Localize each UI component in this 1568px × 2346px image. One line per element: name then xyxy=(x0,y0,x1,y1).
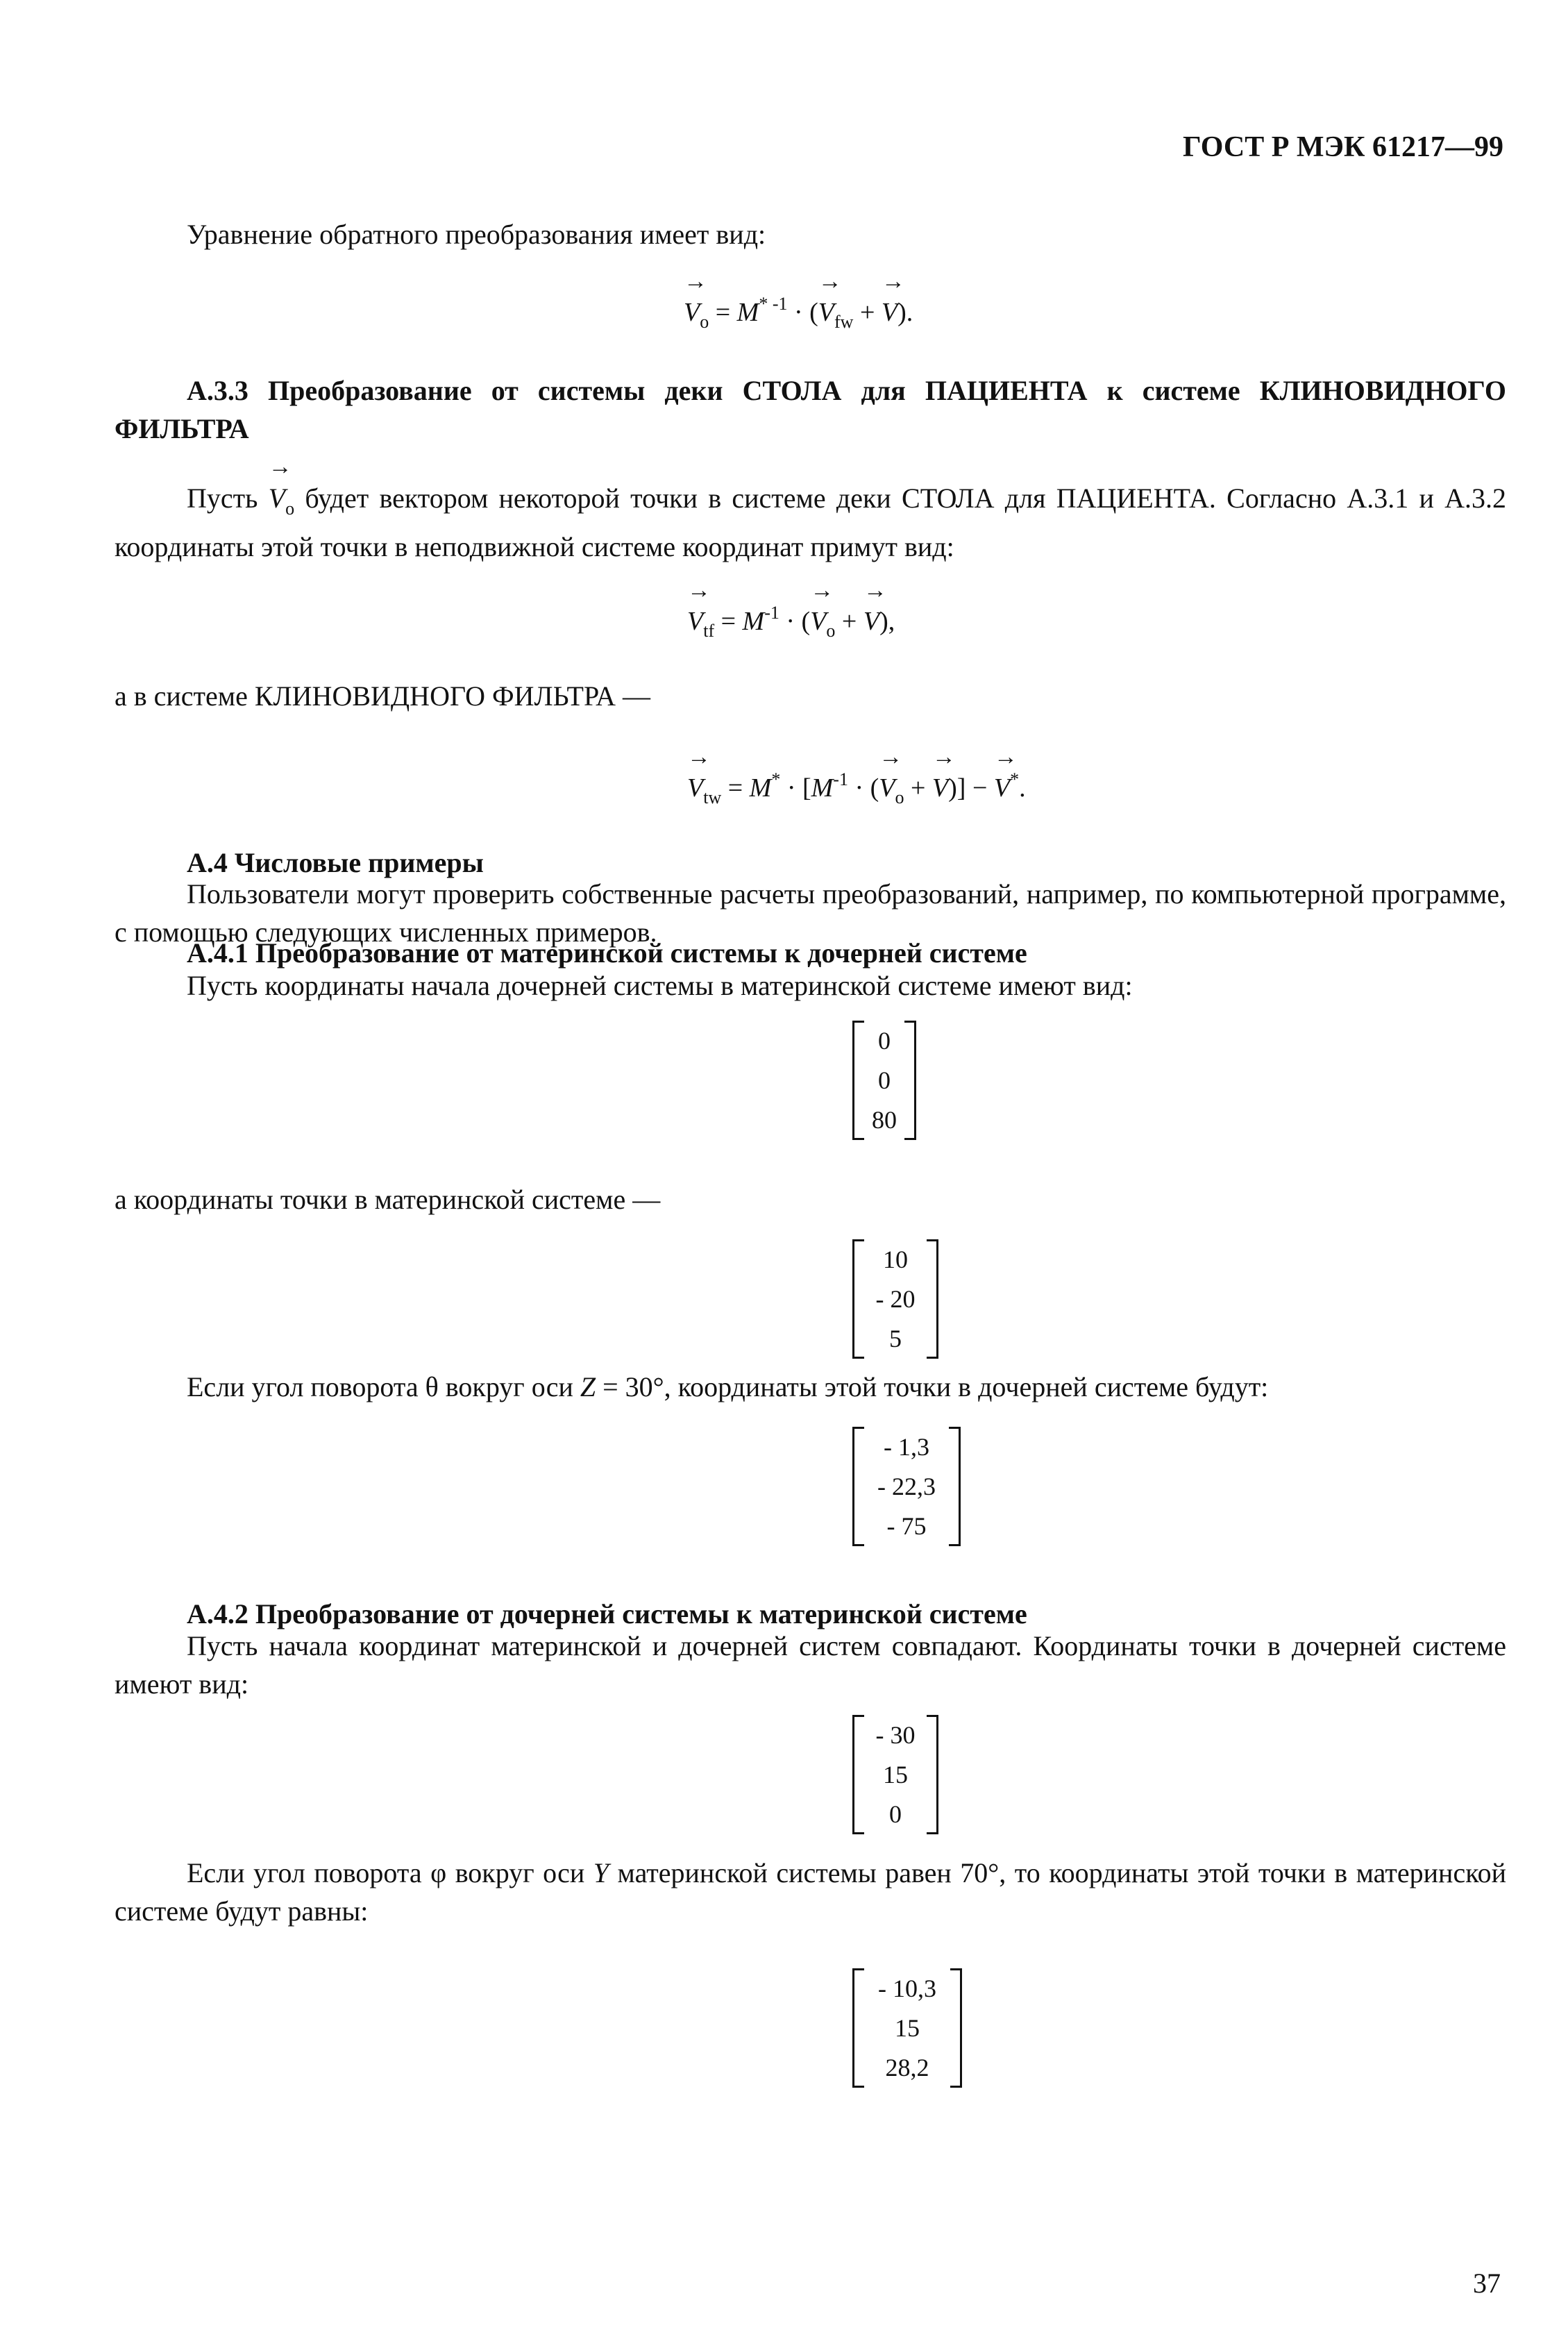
matrix-cell: - 10,3 xyxy=(878,1974,936,2002)
paragraph-a33-text2: а в системе КЛИНОВИДНОГО ФИЛЬТРА — xyxy=(115,680,650,712)
matrix-cell: 0 xyxy=(889,1800,902,1829)
paragraph-a42-text2: Если угол поворота φ вокруг оси Y материнской системы равен 70°, то координаты этой точки в материнской системе будут равны: xyxy=(115,1857,1507,1927)
matrix-cell: - 22,3 xyxy=(877,1472,936,1500)
matrix-cell: - 20 xyxy=(875,1284,916,1313)
matrix-cell: 28,2 xyxy=(885,2054,929,2082)
matrix-cell: - 1,3 xyxy=(884,1432,929,1461)
section-heading-a4: А.4 Числовые примеры xyxy=(187,847,484,878)
matrix-cell: 10 xyxy=(883,1245,908,1273)
formula-inverse-transform: → $V_o = M^{* -1}$ · ( → $V_{fw}$ + → V). xyxy=(684,269,913,332)
matrix-point-parent xyxy=(852,1239,938,1359)
matrix-cell: 80 xyxy=(872,1106,897,1134)
matrix-cell: 0 xyxy=(878,1026,891,1055)
paragraph-a41-text2: а координаты точки в материнской системе — xyxy=(115,1184,661,1215)
matrix-point-parent-a42 xyxy=(852,1968,962,2088)
paragraph-a41-text3: Если угол поворота θ вокруг оси Z = 30°, координаты этой точки в дочерней системе будут: xyxy=(187,1371,1269,1402)
paragraph-a41-text1: Пусть координаты начала дочерней системы в материнской системе имеют вид: xyxy=(187,970,1133,1001)
page-number: 37 xyxy=(1473,2268,1501,2299)
paragraph-a33-text1: Пусть → $V_o$ будет вектором некоторой точки в системе деки СТОЛА для ПАЦИЕНТА. Согласно А.3.1 и А.3.2 координаты этой точки в неподвижной системе координат примут вид: xyxy=(115,454,1507,562)
matrix-cell: 0 xyxy=(878,1066,891,1094)
matrix-point-child-a42 xyxy=(852,1715,938,1834)
matrix-cell: - 30 xyxy=(875,1720,916,1749)
matrix-cell: - 75 xyxy=(886,1512,927,1541)
formula-fixed-system: → $V_{tf} = M^{-1}$ · ( → $V_o$ + → V), xyxy=(687,578,895,641)
section-heading-a33: А.3.3 Преобразование от системы деки СТОЛА для ПАЦИЕНТА к системе КЛИНОВИДНОГО ФИЛЬТРА xyxy=(115,375,1506,444)
section-heading-a41: А.4.1 Преобразование от материнской системы к дочерней системе xyxy=(187,937,1027,969)
document-code: ГОСТ Р МЭК 61217—99 xyxy=(1183,131,1503,163)
intro-text: Уравнение обратного преобразования имеет вид: xyxy=(187,219,766,250)
matrix-cell: 15 xyxy=(883,1760,908,1788)
paragraph-a42-text1: Пусть начала координат материнской и дочерней систем совпадают. Координаты точки в дочерней системе имеют вид: xyxy=(115,1630,1506,1700)
matrix-cell: 5 xyxy=(889,1325,902,1353)
matrix-child-origin xyxy=(852,1021,916,1140)
matrix-point-child xyxy=(852,1427,961,1546)
section-heading-a42: А.4.2 Преобразование от дочерней системы к материнской системе xyxy=(187,1598,1027,1629)
paragraph-a4-text: Пользователи могут проверить собственные расчеты преобразований, например, по компьютерной программе, с помощью следующих численных примеров. xyxy=(115,878,1506,948)
matrix-cell: 15 xyxy=(895,2013,920,2042)
formula-wedge-system: → $V_{tw} = M^* \cdot [M^{-1}$ · ( → $V_o$ + → V)] − → V*. xyxy=(687,744,1026,807)
